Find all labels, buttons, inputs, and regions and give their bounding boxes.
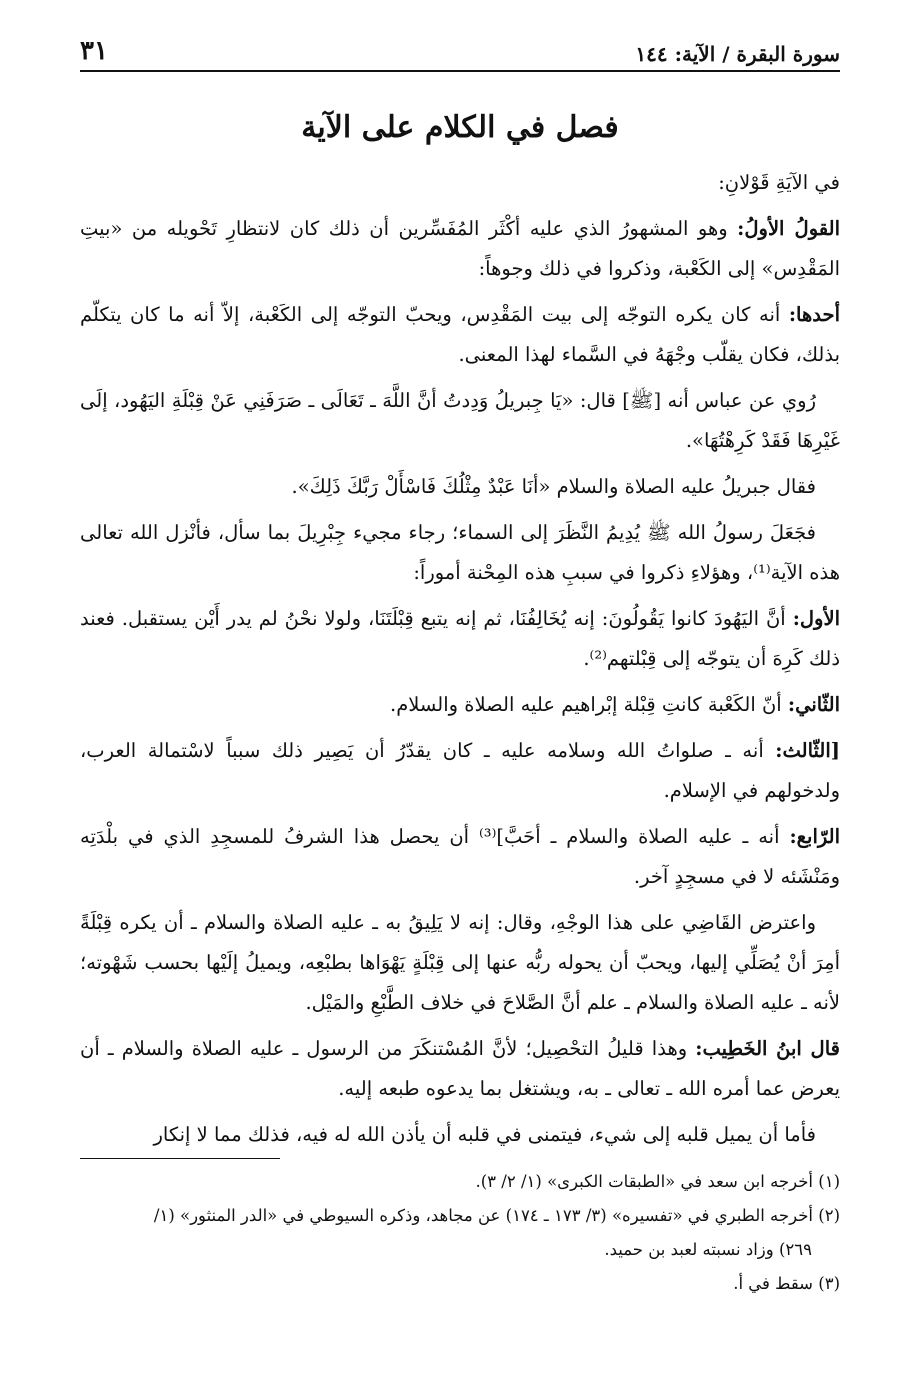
paragraph-text: واعترض القَاضِي على هذا الوجْهِ، وقال: إنه لا يَلِيقُ به ـ عليه الصلاة والسلام ـ أن يكره قِبْلَةً أمِرَ أنْ يُصَلِّي إليها، ويحبّ أن يحوله ربُّه عنها إلى قِبْلَةٍ يَهْوَاها بطبْعِه، ويميلُ إلَيْها بحسب شَهْوته؛ لأنه ـ عليه الصلاة والسلام ـ علم أنَّ الصَّلاحَ في خلاف الطَّبْعِ والمَيْل. <box>80 911 840 1014</box>
footnote-divider <box>80 1158 280 1159</box>
running-header-title: سورة البقرة / الآية: ١٤٤ <box>635 42 840 66</box>
paragraph-text: أنَّ اليَهُودَ كانوا يَقُولُونَ: إنه يُخَالِفُنَا، ثم إنه يتبع قِبْلَتَنَا، ولولا نحْنُ لم يدر أَيْن يستقبل. فعند ذلك كَرِهَ أن يتوجّه إلى قِبْلتهم⁽²⁾. <box>80 607 840 670</box>
paragraph <box>80 903 840 1023</box>
footnote-continuation: ٢٦٩) وزاد نسبته لعبد بن حميد. <box>604 1240 812 1259</box>
section-heading: فصل في الكلام على الآية <box>301 110 619 145</box>
paragraph-text: فقال جبريلُ عليه الصلاة والسلام «أنَا عَبْدٌ مِثْلُكَ فَاسْأَلْ رَبَّكَ ذَلِكَ». <box>291 475 816 498</box>
paragraph <box>80 1029 840 1109</box>
paragraph <box>80 731 840 811</box>
paragraph-label: قال ابنُ الخَطِيب: <box>695 1037 840 1060</box>
paragraph <box>80 467 840 507</box>
paragraph <box>80 163 840 203</box>
paragraph-label: القولُ الأولُ: <box>737 217 841 240</box>
paragraph-text: فأما أن يميل قلبه إلى شيء، فيتمنى في قلبه أن يأذن الله له فيه، فذلك مما لا إنكار <box>153 1123 816 1146</box>
paragraph <box>80 209 840 289</box>
paragraph-text: فجَعَلَ رسولُ الله ﷺ يُدِيمُ النَّظَرَ إلى السماء؛ رجاء مجيء جِبْرِيلَ بما سأل، فأنْزل الله تعالى هذه الآية⁽¹⁾، وهؤلاءِ ذكروا في سببِ هذه المِحْنة أموراً: <box>80 521 840 584</box>
paragraph <box>80 295 840 375</box>
footnote: (٣) سقط في أ. <box>733 1274 840 1293</box>
paragraph-text: أنّ الكَعْبة كانتِ قِبْلة إبْراهيم عليه الصلاة والسلام. <box>390 693 782 716</box>
paragraph-text: رُوي عن عباس أنه [ﷺ] قال: «يَا جِبريلُ وَدِدتُ أنَّ اللَّهَ ـ تَعَالَى ـ صَرَفَنِي عَنْ قِبْلَةِ اليَهُود، إلَى غَيْرِهَا فَقَدْ كَرِهْتُهَا». <box>80 389 840 452</box>
paragraph-label: الرّابع: <box>789 825 840 848</box>
page-number: ٣١ <box>80 36 108 66</box>
paragraph <box>80 513 840 593</box>
body-text <box>80 163 840 1155</box>
paragraph-text: في الآيَةِ قَوْلانِ: <box>718 171 840 194</box>
footnote: (٢) أخرجه الطبري في «تفسيره» (٣/ ١٧٣ ـ ١٧٤) عن مجاهد، وذكره السيوطي في «الدر المنثور» (١/ <box>153 1206 840 1225</box>
paragraph-label: أحدها: <box>788 303 840 326</box>
paragraph-label: [الثّالث: <box>775 739 840 762</box>
paragraph <box>80 1115 840 1155</box>
paragraph-text: أنه ـ صلواتُ الله وسلامه عليه ـ كان يقدّرُ أن يَصِير ذلك سبباً لاسْتمالة العرب، ولدخولهم في الإسلام. <box>80 739 840 802</box>
running-header <box>80 30 840 72</box>
footnote: (١) أخرجه ابن سعد في «الطبقات الكبرى» (١/ ٢/ ٣). <box>475 1172 840 1191</box>
paragraph-text: أنه كان يكره التوجّه إلى بيت المَقْدِس، ويحبّ التوجّه إلى الكَعْبة، إلاّ أنه ما كان يتكلّم بذلك، فكان يقلّب وجْهَهُ في السَّماء لهذا المعنى. <box>80 303 840 366</box>
paragraph <box>80 381 840 461</box>
footnotes <box>80 1158 840 1301</box>
paragraph <box>80 685 840 725</box>
paragraph <box>80 817 840 897</box>
paragraph-text: وهو المشهورُ الذي عليه أكْثَر المُفَسِّرين أن ذلك كان لانتظارِ تَحْويله من «بيتِ المَقْدِس» إلى الكَعْبة، وذكروا في ذلك وجوهاً: <box>80 217 840 280</box>
paragraph-text: أنه ـ عليه الصلاة والسلام ـ أحَبَّ]⁽³⁾ أن يحصل هذا الشرفُ للمسجِدِ الذي في بلْدَتِه ومَنْشَئه لا في مسجِدٍ آخر. <box>80 825 840 888</box>
paragraph-label: الثّاني: <box>787 693 840 716</box>
paragraph-label: الأول: <box>792 607 841 630</box>
paragraph <box>80 599 840 679</box>
paragraph-text: وهذا قليلُ التحْصِيل؛ لأنَّ المُسْتنكَرَ من الرسول ـ عليه الصلاة والسلام ـ أن يعرض عما أمره الله ـ تعالى ـ به، ويشتغل بما يدعوه طبعه إليه. <box>80 1037 840 1100</box>
